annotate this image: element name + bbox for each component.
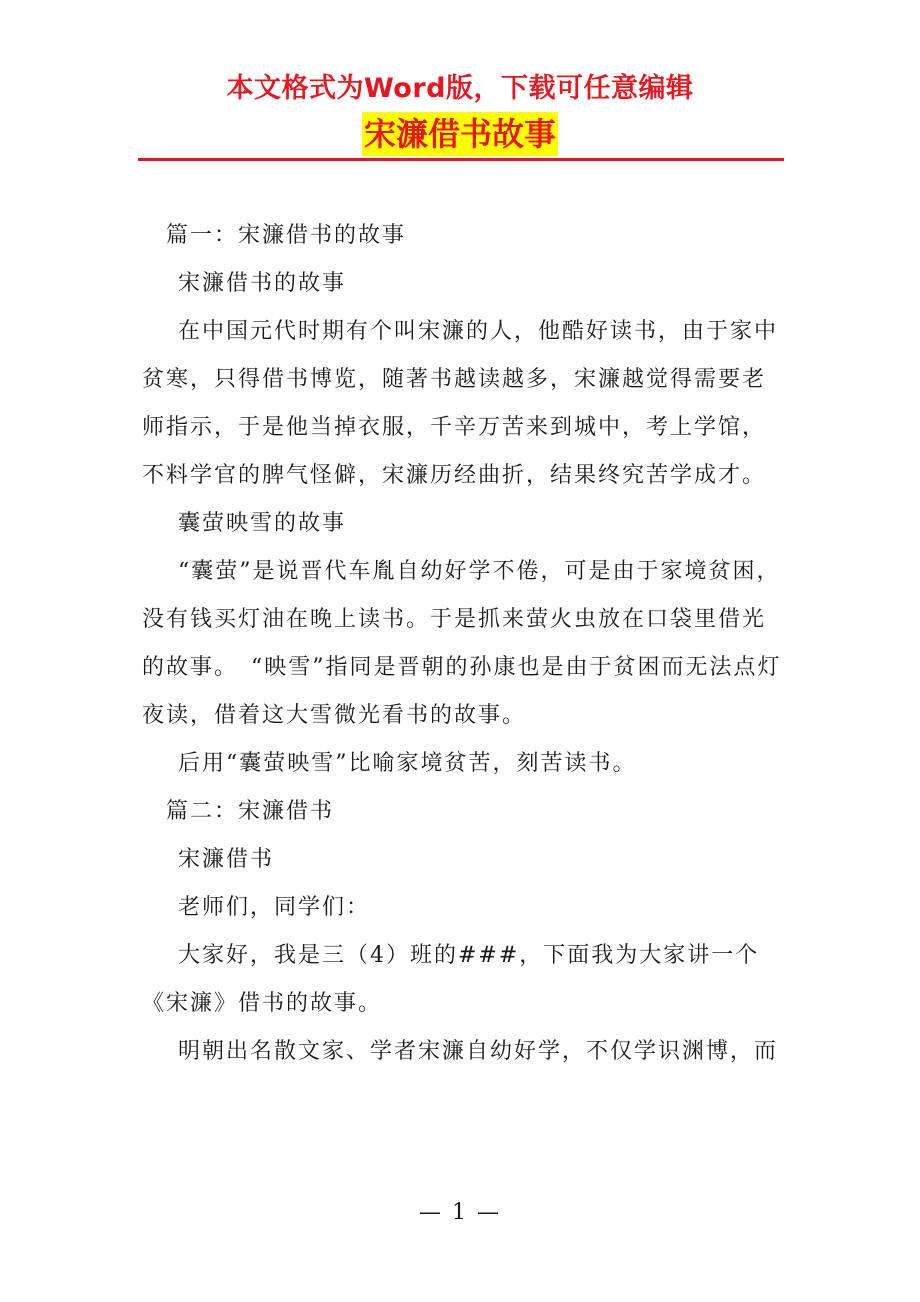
section-heading-1: 篇一：宋濂借书的故事: [166, 223, 407, 248]
subheading: 宋濂借书的故事: [178, 271, 347, 296]
document-title: 宋濂借书故事: [362, 112, 558, 156]
title-container: [0, 112, 920, 156]
paragraph: 明朝出名散文家、学者宋濂自幼好学，不仅学识渊博，而: [178, 1039, 779, 1064]
paragraph: 后用“囊萤映雪”比喻家境贫苦，刻苦读书。: [178, 751, 637, 776]
subheading: 囊萤映雪的故事: [178, 511, 347, 536]
greeting: 老师们，同学们：: [178, 895, 371, 920]
page-number: — 1 —: [419, 1200, 501, 1225]
header-divider: [138, 158, 784, 161]
document-body: [142, 212, 782, 1076]
paragraph: 在中国元代时期有个叫宋濂的人，他酷好读书，由于家中贫寒，只得借书博览，随著书越读越多，宋濂越觉得需要老师指示，于是他当掉衣服，千辛万苦来到城中，考上学馆，不料学官的脾气怪僻，宋濂历经曲折，结果终究苦学成才。: [142, 319, 779, 488]
paragraph: 大家好，我是三（4）班的###，下面我为大家讲一个《宋濂》借书的故事。: [142, 943, 760, 1016]
download-notice: 本文格式为Word版，下载可任意编辑: [226, 73, 694, 104]
section-heading-2: 篇二：宋濂借书: [166, 799, 335, 824]
subheading: 宋濂借书: [178, 847, 275, 872]
paragraph: “囊萤”是说晋代车胤自幼好学不倦，可是由于家境贫困，没有钱买灯油在晚上读书。于是抓来萤火虫放在口袋里借光的故事。 “映雪”指同是晋朝的孙康也是由于贫困而无法点灯夜读，借着这大雪微光看书的故事。: [142, 559, 782, 728]
